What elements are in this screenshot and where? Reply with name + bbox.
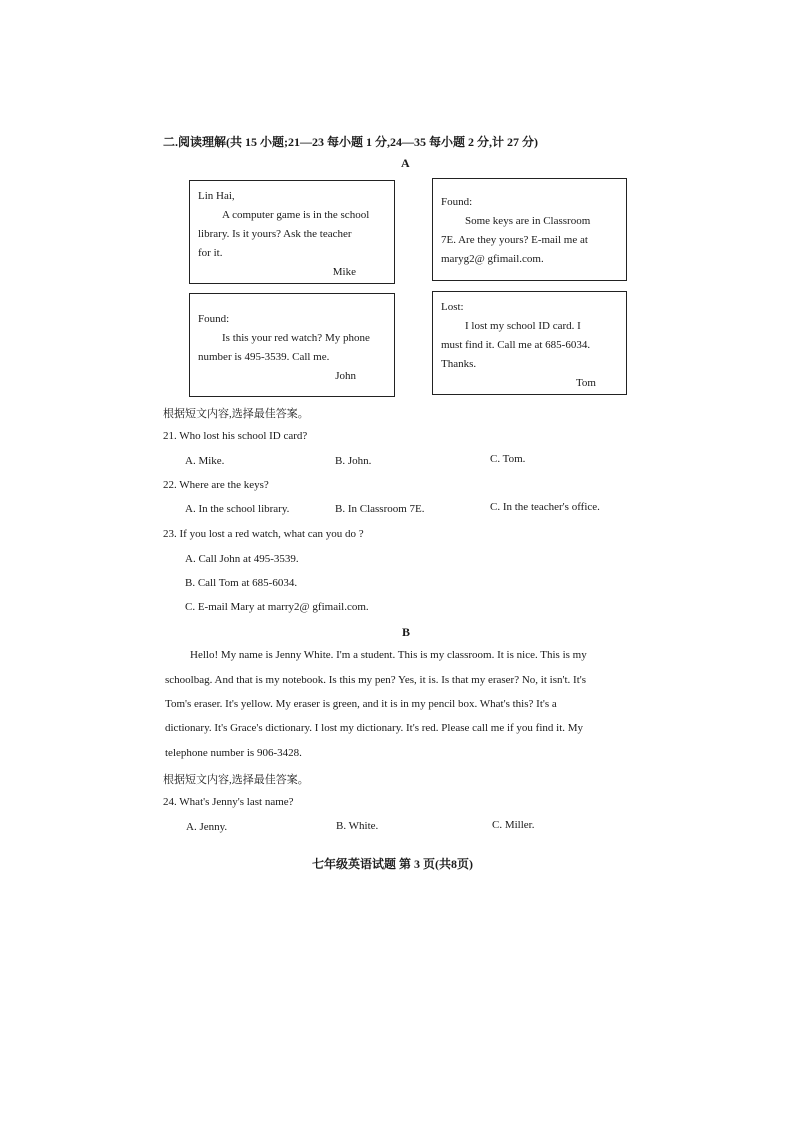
option: C. Miller. (492, 819, 535, 831)
section-heading: 二.阅读理解(共 15 小题;21—23 每小题 1 分,24—35 每小题 2 分,计 27 分) (163, 135, 538, 149)
option: B. John. (335, 455, 372, 467)
note-signature: John (335, 370, 356, 382)
note-line: maryg2@ gfimail.com. (441, 253, 544, 265)
option: A. In the school library. (185, 503, 290, 515)
note-line: Lost: (441, 301, 464, 313)
note-line: 7E. Are they yours? E-mail me at (441, 234, 588, 246)
note-line: Lin Hai, (198, 190, 235, 202)
instruction-b: 根据短文内容,选择最佳答案。 (163, 774, 309, 786)
note-line: number is 495-3539. Call me. (198, 351, 330, 363)
note-line: must find it. Call me at 685-6034. (441, 339, 591, 351)
note-line: Is this your red watch? My phone (222, 332, 370, 344)
note-signature: Mike (332, 266, 356, 278)
note-line: Some keys are in Classroom (465, 215, 591, 227)
option: C. E-mail Mary at marry2@ gfimail.com. (185, 601, 369, 613)
question-stem: 23. If you lost a red watch, what can you do ? (163, 528, 364, 540)
passage-line: telephone number is 906-3428. (165, 747, 302, 759)
option: C. In the teacher's office. (490, 501, 600, 513)
note-line: for it. (198, 247, 223, 259)
option: A. Call John at 495-3539. (185, 553, 299, 565)
note-lost-card (432, 291, 627, 395)
passage-line: schoolbag. And that is my notebook. Is this my pen? Yes, it is. Is that my eraser? No, it isn't. It's (165, 674, 587, 686)
option: A. Jenny. (186, 821, 228, 833)
part-b-label: B (402, 625, 411, 639)
option: B. In Classroom 7E. (335, 503, 425, 515)
question-stem: 24. What's Jenny's last name? (163, 796, 294, 808)
note-line: library. Is it yours? Ask the teacher (198, 228, 352, 240)
passage-line: Tom's eraser. It's yellow. My eraser is green, and it is in my pencil box. What's this? It's a (165, 698, 557, 710)
note-line: Found: (198, 313, 230, 325)
passage-line: dictionary. It's Grace's dictionary. I lost my dictionary. It's red. Please call me if you find it. My (165, 722, 584, 734)
part-a-label: A (401, 156, 410, 170)
note-lin-hai (189, 180, 395, 284)
option: C. Tom. (490, 453, 526, 465)
note-line: Found: (441, 196, 473, 208)
option: A. Mike. (185, 455, 225, 467)
note-line: I lost my school ID card. I (465, 320, 581, 332)
note-found-keys (432, 178, 627, 281)
option: B. Call Tom at 685-6034. (185, 577, 298, 589)
note-line: Thanks. (441, 358, 477, 370)
page-footer: 七年级英语试题 第 3 页(共8页) (312, 857, 473, 871)
note-found-watch (189, 293, 395, 397)
note-signature: Tom (575, 377, 596, 389)
option: B. White. (336, 820, 379, 832)
question-stem: 22. Where are the keys? (163, 479, 269, 491)
instruction-a: 根据短文内容,选择最佳答案。 (163, 408, 309, 420)
note-line: A computer game is in the school (222, 209, 370, 221)
question-stem: 21. Who lost his school ID card? (163, 430, 308, 442)
passage-line: Hello! My name is Jenny White. I'm a student. This is my classroom. It is nice. This is my (190, 649, 587, 661)
